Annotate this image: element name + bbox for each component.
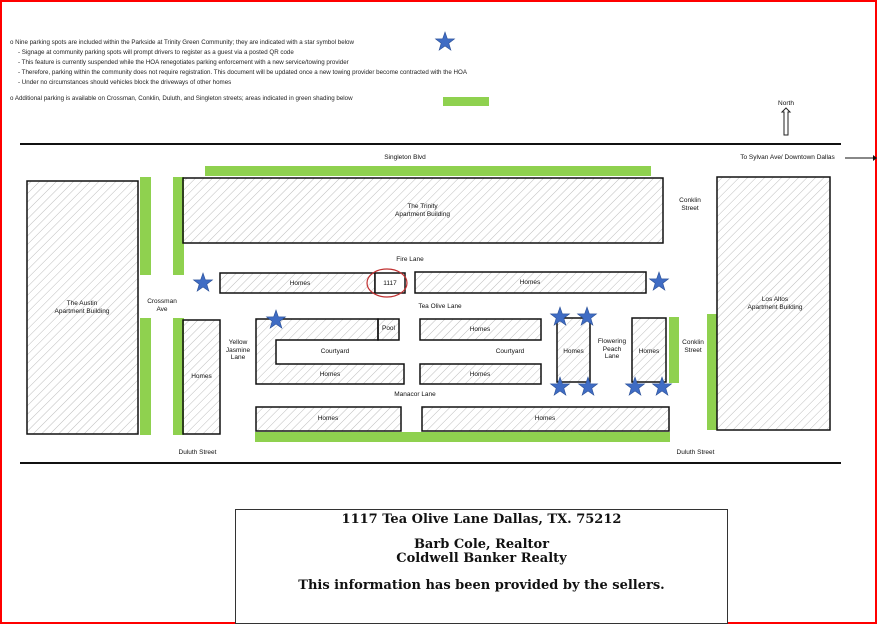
trinity-label: The Trinity Apartment Building	[395, 203, 450, 218]
los-altos-label: Los Altos Apartment Building	[747, 296, 803, 311]
courtyard-label: Courtyard	[320, 348, 350, 355]
homes-label: Homes	[191, 373, 212, 380]
crossman-label: Crossman Ave	[147, 298, 177, 313]
legend-green-swatch	[443, 97, 489, 106]
homes-label: Homes	[638, 348, 660, 355]
green-strip-crossman-lower-left	[140, 318, 151, 435]
note-additional-parking: o Additional parking is available on Crossman, Conklin, Duluth, and Singleton streets; areas indicated in green shading below	[10, 95, 353, 102]
note-driveways: - Under no circumstances should vehicles block the driveways of other homes	[18, 79, 232, 86]
homes-label: Homes	[317, 415, 339, 422]
conklin-street-top-label: Conklin Street	[679, 197, 701, 212]
parking-star-icon	[650, 272, 669, 290]
singleton-label: Singleton Blvd	[384, 154, 426, 161]
green-strip-singleton	[205, 166, 651, 176]
homes-label: Homes	[563, 348, 584, 355]
duluth-street-left-label: Duluth Street	[178, 449, 217, 456]
tea-olive-label: Tea Olive Lane	[418, 303, 462, 310]
flowering-peach-label: Flowering Peach Lane	[597, 338, 627, 360]
fire-lane-label: Fire Lane	[396, 256, 424, 263]
homes-label: Homes	[469, 371, 491, 378]
green-strip-crossman-upper-left	[140, 177, 151, 275]
homes-label: Homes	[289, 280, 311, 287]
note-signage: - Signage at community parking spots will prompt drivers to register as a guest via a posted QR code	[18, 49, 294, 56]
north-arrow-icon	[782, 108, 790, 135]
sylvan-label: To Sylvan Ave/ Downtown Dallas	[740, 154, 835, 161]
duluth-street-right-label: Duluth Street	[676, 449, 715, 456]
seller-disclaimer: This information has been provided by the sellers.	[298, 578, 665, 593]
manacor-label: Manacor Lane	[394, 391, 436, 398]
realty-company: Coldwell Banker Realty	[396, 551, 567, 566]
unit-label: 1117	[383, 280, 397, 287]
conklin-street-mid-label: Conklin Street	[682, 339, 704, 354]
homes-label: Homes	[519, 279, 541, 286]
sylvan-arrow-icon	[873, 155, 877, 161]
parking-star-icon	[194, 273, 213, 291]
homes-label: Homes	[534, 415, 556, 422]
note-stars: o Nine parking spots are included within the Parkside at Trinity Green Community; they are indicated with a star symbol below	[10, 39, 354, 46]
homes-label: Homes	[319, 371, 341, 378]
yellow-jasmine-label: Yellow Jasmine Lane	[225, 339, 251, 361]
pool-label: Pool	[381, 325, 395, 332]
realtor-name: Barb Cole, Realtor	[413, 537, 550, 552]
listing-info-box	[235, 509, 728, 624]
note-suspended: - This feature is currently suspended while the HOA renegotiates parking enforcement with a new service/towing provider	[18, 59, 349, 66]
courtyard-label: Courtyard	[495, 348, 525, 355]
listing-address: 1117 Tea Olive Lane Dallas, TX. 75212	[341, 512, 622, 527]
note-registration: - Therefore, parking within the community does not require registration. This document will be updated once a new towing provider become contracted with the HOA	[18, 69, 467, 76]
austin-label: The Austin Apartment Building	[54, 300, 110, 315]
homes-label: Homes	[469, 326, 491, 333]
green-strip-conklin-right	[707, 314, 717, 430]
legend-star-icon	[436, 32, 455, 50]
green-strip-duluth	[255, 432, 670, 442]
north-label: North	[778, 100, 794, 107]
